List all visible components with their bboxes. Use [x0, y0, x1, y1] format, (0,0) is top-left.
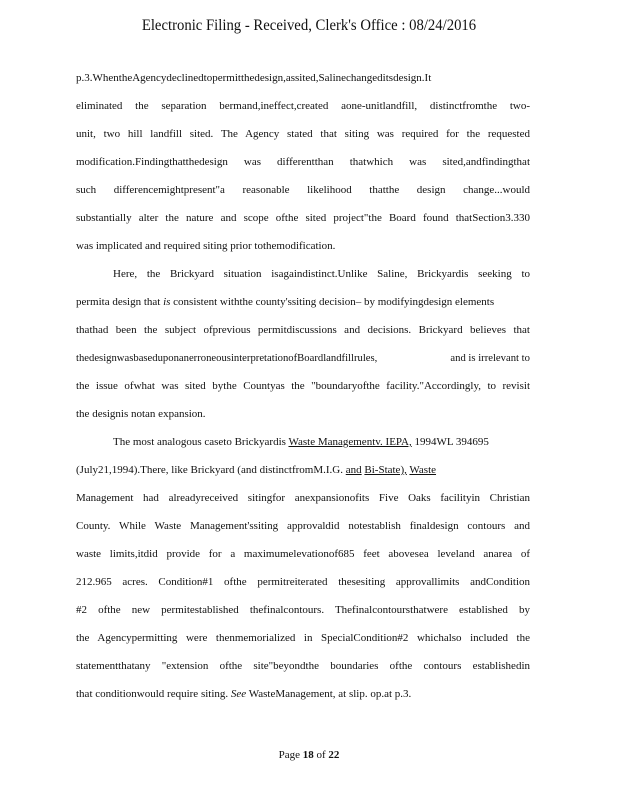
text-line: the designis notan expansion.: [76, 408, 206, 420]
text-segment: that conditionwould require siting.: [76, 688, 229, 700]
text-line: County. While Waste Management'ssiting approvaldid notestablish finaldesign contours and: [76, 520, 530, 532]
text-line-composite: [76, 352, 530, 364]
text-segment: WasteManagement, at slip. op.at p.3.: [248, 688, 412, 700]
text-line: the issue ofwhat was sited bythe Countyas the "boundaryofthe facility."Accordingly, to revisit: [76, 380, 530, 392]
text-segment: thedesignwasbaseduponanerroneousinterpretationofBoardlandfillrules,: [76, 352, 378, 364]
text-line: unit, two hill landfill sited. The Agency stated that siting was required for the requested: [76, 128, 530, 140]
footer-page-label: Page: [278, 749, 300, 761]
case-citation: Waste Managementv. IEPA,: [288, 436, 412, 448]
case-citation: and: [345, 464, 362, 476]
text-segment: The most analogous caseto Brickyardis: [113, 436, 286, 448]
text-segment: consistent withthe county'ssiting decision– by modifyingdesign elements: [173, 296, 495, 308]
text-line-composite: [76, 688, 530, 700]
page-footer: [0, 749, 618, 761]
case-citation: Waste: [409, 464, 437, 476]
text-line-composite: [76, 464, 530, 476]
text-line: modification.Findingthatthedesign was differentthan thatwhich was sited,andfindingthat: [76, 156, 530, 168]
text-line: the Agencypermitting were thenmemorialized in SpecialCondition#2 whichalso included the: [76, 632, 530, 644]
text-line: was implicated and required siting prior tothemodification.: [76, 240, 336, 252]
text-segment: (July21,1994).There, like Brickyard (and distinctfromM.I.G.: [76, 464, 343, 476]
text-line: such differencemightpresent"a reasonable likelihood thatthe design change...would: [76, 184, 530, 196]
text-segment: 1994WL 394695: [414, 436, 489, 448]
footer-of-label: of: [316, 749, 326, 761]
italic-word: is: [163, 296, 171, 308]
text-line: substantially alter the nature and scope ofthe sited project"the Board found thatSection3.330: [76, 212, 530, 224]
footer-page-number: 18: [302, 749, 314, 761]
text-segment: permita design that: [76, 296, 161, 308]
text-line: 212.965 acres. Condition#1 ofthe permitreiterated thesesiting approvallimits andCondition: [76, 576, 530, 588]
text-line: waste limits,itdid provide for a maximumelevationof685 feet abovesea leveland anarea of: [76, 548, 530, 560]
text-line: Management had alreadyreceived sitingfor anexpansionofits Five Oaks facilityin Christian: [76, 492, 530, 504]
paragraph-first-line: [113, 436, 530, 448]
text-segment: and is irrelevant to: [450, 352, 530, 364]
case-citation: Bi-State),: [364, 464, 407, 476]
text-line: statementthatany "extension ofthe site"beyondthe boundaries ofthe contours establishedin: [76, 660, 530, 672]
text-line-composite: [76, 296, 530, 308]
footer-total-pages: 22: [328, 749, 340, 761]
signal-word: See: [230, 688, 247, 700]
text-line: thathad been the subject ofprevious permitdiscussions and decisions. Brickyard believes that: [76, 324, 530, 336]
text-line: eliminated the separation bermand,ineffect,created aone-unitlandfill, distinctfromthe two-: [76, 100, 530, 112]
text-line: #2 ofthe new permitestablished thefinalcontours. Thefinalcontoursthatwere established by: [76, 604, 530, 616]
filing-stamp-header: Electronic Filing - Received, Clerk's Office : 08/24/2016: [141, 17, 477, 34]
text-line: p.3.WhentheAgencydeclinedtopermitthedesign,assited,Salinechangeditsdesign.It: [76, 72, 432, 84]
paragraph-first-line: Here, the Brickyard situation isagaindistinct.Unlike Saline, Brickyardis seeking to: [113, 268, 530, 280]
